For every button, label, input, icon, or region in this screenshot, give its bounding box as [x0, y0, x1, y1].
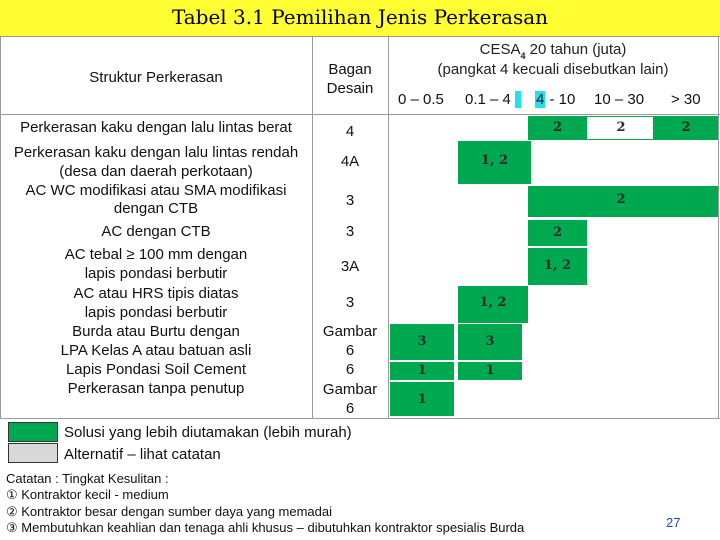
- structure-label: AC dengan CTB: [101, 223, 211, 240]
- grid-line: [0, 36, 720, 37]
- header-range-rest: - 10: [545, 91, 576, 108]
- header-range: [535, 90, 575, 109]
- header-cesa-prefix: CESA: [479, 41, 521, 58]
- structure-label: AC tebal ≥ 100 mm dengan: [64, 246, 248, 263]
- design-value: 4: [345, 123, 355, 140]
- structure-label: Perkerasan kaku dengan lalu lintas berat: [20, 119, 292, 136]
- header-design-line2: Desain: [326, 80, 374, 97]
- structure-label: Burda atau Burtu dengan: [72, 323, 240, 340]
- header-cesa: [388, 40, 718, 61]
- structure-label: Perkerasan kaku dengan lalu lintas rendah: [13, 144, 299, 161]
- structure-label: dengan CTB: [113, 200, 199, 217]
- note-item: ② Kontraktor besar dengan sumber daya yang memadai: [6, 504, 333, 519]
- design-value: 6: [345, 361, 355, 378]
- difficulty-code: 1, 2: [543, 258, 572, 273]
- design-value: 4A: [340, 153, 360, 170]
- header-range-highlight: 4: [536, 91, 545, 108]
- difficulty-code: 1: [485, 363, 495, 378]
- difficulty-code: 3: [417, 334, 427, 349]
- difficulty-code: 2: [552, 120, 563, 135]
- design-value: 3: [345, 192, 355, 209]
- design-value: Gambar: [322, 323, 378, 340]
- grid-line: [0, 114, 720, 115]
- page-number: 27: [666, 515, 681, 530]
- structure-label: AC WC modifikasi atau SMA modifikasi: [25, 182, 287, 199]
- note-item: ③ Membutuhkan keahlian dan tenaga ahli khusus – dibutuhkan kontraktor spesialis Burda: [6, 520, 525, 535]
- note-item: ① Kontraktor kecil - medium: [6, 487, 169, 502]
- structure-label: lapis pondasi berbutir: [84, 304, 228, 321]
- legend-preferred-label: Solusi yang lebih diutamakan (lebih murah): [64, 424, 352, 441]
- notes-heading: Catatan : Tingkat Kesulitan :: [6, 471, 169, 486]
- header-range: 10 – 30: [594, 91, 645, 108]
- legend-alternative-label: Alternatif – lihat catatan: [64, 446, 221, 463]
- header-highlight-block: [515, 91, 521, 108]
- difficulty-code: 2: [616, 120, 626, 135]
- structure-label: LPA Kelas A atau batuan asli: [60, 342, 252, 359]
- design-value: 3: [345, 223, 355, 240]
- header-range: [465, 90, 521, 109]
- difficulty-code: 3: [485, 334, 495, 349]
- design-value: 6: [345, 400, 355, 417]
- difficulty-code: 2: [616, 192, 626, 207]
- structure-label: AC atau HRS tipis diatas: [73, 285, 239, 302]
- page-title: Tabel 3.1 Pemilihan Jenis Perkerasan: [171, 5, 549, 29]
- header-range-label: 0.1 – 4: [465, 91, 511, 108]
- design-value: Gambar: [322, 381, 378, 398]
- difficulty-code: 1, 2: [479, 295, 507, 310]
- design-value: 3A: [340, 258, 360, 275]
- difficulty-code: 1: [417, 392, 427, 407]
- header-design-line1: Bagan: [328, 61, 372, 78]
- difficulty-code: 1: [417, 363, 427, 378]
- header-cesa-suffix: 20 tahun (juta): [525, 41, 627, 58]
- structure-label: Lapis Pondasi Soil Cement: [65, 361, 247, 378]
- design-value: 3: [345, 294, 355, 311]
- grid-line: [718, 36, 719, 418]
- difficulty-code: 2: [681, 120, 691, 135]
- header-cesa-sub: 4: [520, 51, 526, 61]
- structure-label: lapis pondasi berbutir: [84, 265, 228, 282]
- difficulty-code: 1, 2: [480, 153, 509, 168]
- grid-line: [0, 418, 720, 419]
- structure-label: (desa dan daerah perkotaan): [59, 163, 253, 180]
- grid-line: [388, 36, 389, 418]
- header-range: > 30: [671, 91, 701, 108]
- header-structure: Struktur Perkerasan: [89, 69, 223, 86]
- header-range: 0 – 0.5: [398, 91, 444, 108]
- structure-label: Perkerasan tanpa penutup: [67, 380, 245, 397]
- legend-swatch-preferred: [8, 422, 58, 442]
- legend-swatch-alternative: [8, 443, 58, 463]
- difficulty-code: 2: [552, 225, 563, 240]
- design-value: 6: [345, 342, 355, 359]
- header-cesa-note: (pangkat 4 kecuali disebutkan lain): [437, 61, 669, 78]
